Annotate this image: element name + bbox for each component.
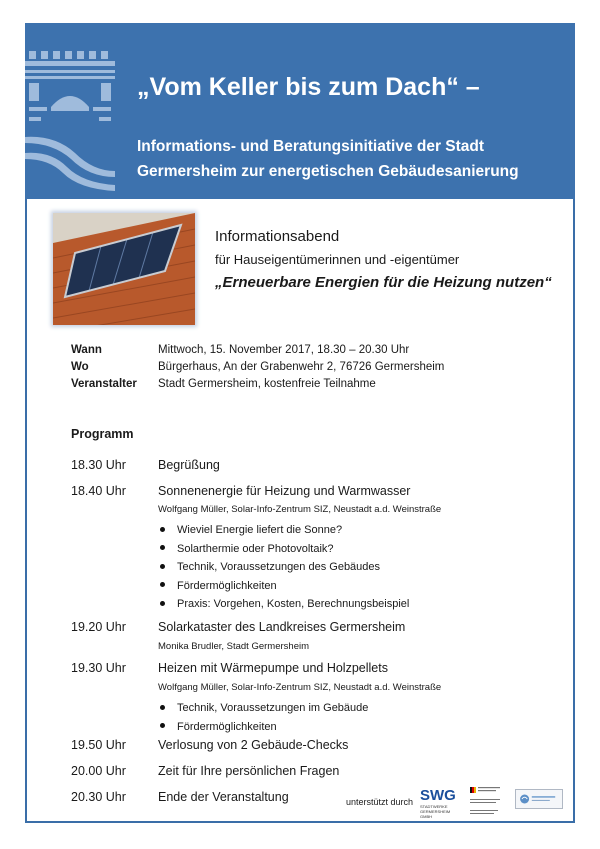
- solar-panel-roof-photo: [53, 213, 195, 325]
- bullet-icon: [160, 705, 165, 710]
- swg-logo: [420, 787, 460, 819]
- intro-topic: „Erneuerbare Energien für die Heizung nutzen“: [215, 274, 552, 291]
- solar-panel-photo: [53, 213, 195, 325]
- program-title: Verlosung von 2 Gebäude-Checks: [158, 738, 349, 752]
- swg-logo-sub: STADTWERKE GERMERSHEIM GMBH: [420, 804, 451, 819]
- program-speaker: Monika Brudler, Stadt Germersheim: [158, 641, 310, 652]
- program-time: 20.30 Uhr: [71, 790, 126, 804]
- bullet-icon: [160, 723, 165, 728]
- list-item: Technik, Voraussetzungen des Gebäudes: [158, 558, 409, 577]
- program-title: Sonnenenergie für Heizung und Warmwasser: [158, 484, 411, 498]
- info-row-organizer: [71, 376, 444, 393]
- info-value: Bürgerhaus, An der Grabenwehr 2, 76726 Germersheim: [158, 361, 445, 373]
- event-info: [71, 342, 444, 393]
- bullet-icon: [160, 582, 165, 587]
- city-gate-emblem-icon: [25, 45, 115, 195]
- banner-title: „Vom Keller bis zum Dach“ –: [137, 73, 480, 101]
- info-row-when: [71, 342, 444, 359]
- program-time: 18.30 Uhr: [71, 458, 126, 472]
- intro-heading: Informationsabend: [215, 228, 340, 245]
- federal-ministry-logo-icon: [468, 784, 506, 818]
- info-label: Wann: [71, 344, 102, 356]
- info-row-where: [71, 359, 444, 376]
- program-title: Heizen mit Wärmepumpe und Holzpellets: [158, 661, 388, 675]
- list-item: Wieviel Energie liefert die Sonne?: [158, 521, 409, 540]
- list-item: Fördermöglichkeiten: [158, 577, 409, 596]
- info-value: Stadt Germersheim, kostenfreie Teilnahme: [158, 378, 376, 390]
- program-time: 20.00 Uhr: [71, 764, 126, 778]
- program-speaker: Wolfgang Müller, Solar-Info-Zentrum SIZ, Neustadt a.d. Weinstraße: [158, 504, 442, 515]
- program-speaker: Wolfgang Müller, Solar-Info-Zentrum SIZ, Neustadt a.d. Weinstraße: [158, 682, 442, 693]
- program-time: 19.50 Uhr: [71, 738, 126, 752]
- swg-logo-text: SWG: [420, 787, 456, 804]
- program-time: 19.20 Uhr: [71, 620, 126, 634]
- program-time: 19.30 Uhr: [71, 661, 126, 675]
- intro-audience: für Hauseigentümerinnen und -eigentümer: [215, 252, 460, 267]
- list-item: Technik, Voraussetzungen im Gebäude: [158, 699, 368, 718]
- program-title: Ende der Veranstaltung: [158, 790, 289, 804]
- bullet-icon: [160, 601, 165, 606]
- program-title: Zeit für Ihre persönlichen Fragen: [158, 764, 340, 778]
- support-label: unterstützt durch: [346, 797, 414, 807]
- program-title: Solarkataster des Landkreises Germersheim: [158, 620, 406, 634]
- program-heading: Programm: [71, 427, 134, 441]
- list-item: Solarthermie oder Photovoltaik?: [158, 540, 409, 559]
- program-time: 18.40 Uhr: [71, 484, 126, 498]
- program-title: Begrüßung: [158, 458, 220, 472]
- agency-logo-icon: [515, 789, 563, 809]
- info-label: Veranstalter: [71, 378, 137, 390]
- bullet-list: [158, 521, 409, 614]
- bullet-icon: [160, 564, 165, 569]
- info-value: Mittwoch, 15. November 2017, 18.30 – 20.30 Uhr: [158, 344, 410, 356]
- bullet-icon: [160, 545, 165, 550]
- banner-subtitle: Informations- und Beratungsinitiative der Stadt Germersheim zur energetischen Gebäudesanierung: [137, 138, 519, 180]
- bullet-icon: [160, 527, 165, 532]
- list-item: Fördermöglichkeiten: [158, 718, 368, 737]
- bullet-list: [158, 699, 368, 736]
- list-item: Praxis: Vorgehen, Kosten, Berechnungsbeispiel: [158, 595, 409, 614]
- info-label: Wo: [71, 361, 89, 373]
- header-banner: [25, 23, 575, 199]
